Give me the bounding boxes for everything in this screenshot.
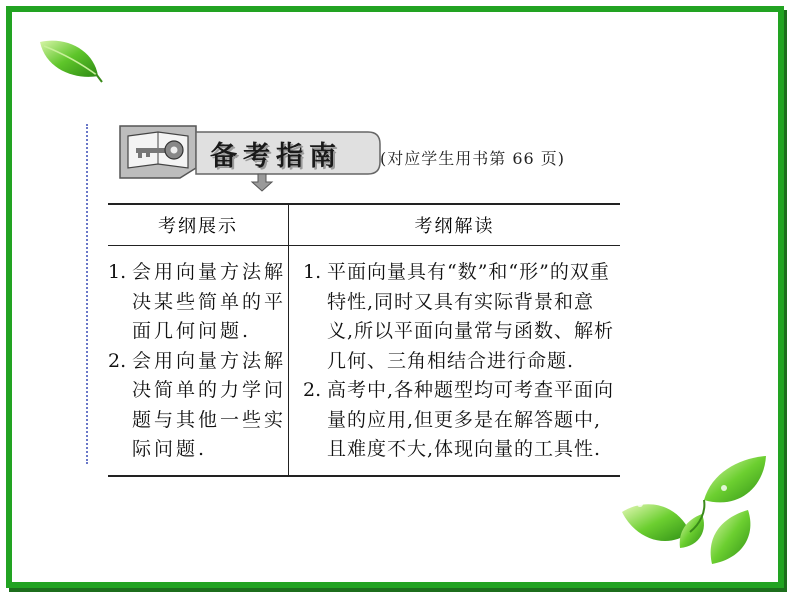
list-item: 1. 会用向量方法解决某些简单的平面几何问题. (108, 261, 287, 342)
list-item: 1. 平面向量具有“数”和“形”的双重特性,同时又具有实际背景和意义,所以平面向量常与函数、解析几何、三角相结合进行命题. (303, 261, 615, 372)
outline-table (108, 203, 620, 477)
column-header-exhibit: 考纲展示 (108, 204, 289, 246)
arrow-down-icon (252, 174, 272, 191)
list-item: 2. 会用向量方法解决简单的力学问题与其他一些实际问题. (108, 349, 287, 460)
page-reference: (对应学生用书第 66 页) (380, 149, 566, 168)
interpretation-cell (289, 246, 621, 476)
margin-dotted-line (86, 124, 88, 464)
book-key-icon (128, 132, 188, 168)
leaf-icon (36, 36, 106, 88)
exhibit-cell (108, 246, 289, 476)
banner-title: 备考指南 (210, 141, 342, 172)
column-header-interpretation: 考纲解读 (289, 204, 621, 246)
leaf-icon (620, 448, 770, 572)
list-item: 2. 高考中,各种题型均可考查平面向量的应用,但更多是在解答题中,且难度不大,体现向量的工具性. (303, 379, 615, 460)
